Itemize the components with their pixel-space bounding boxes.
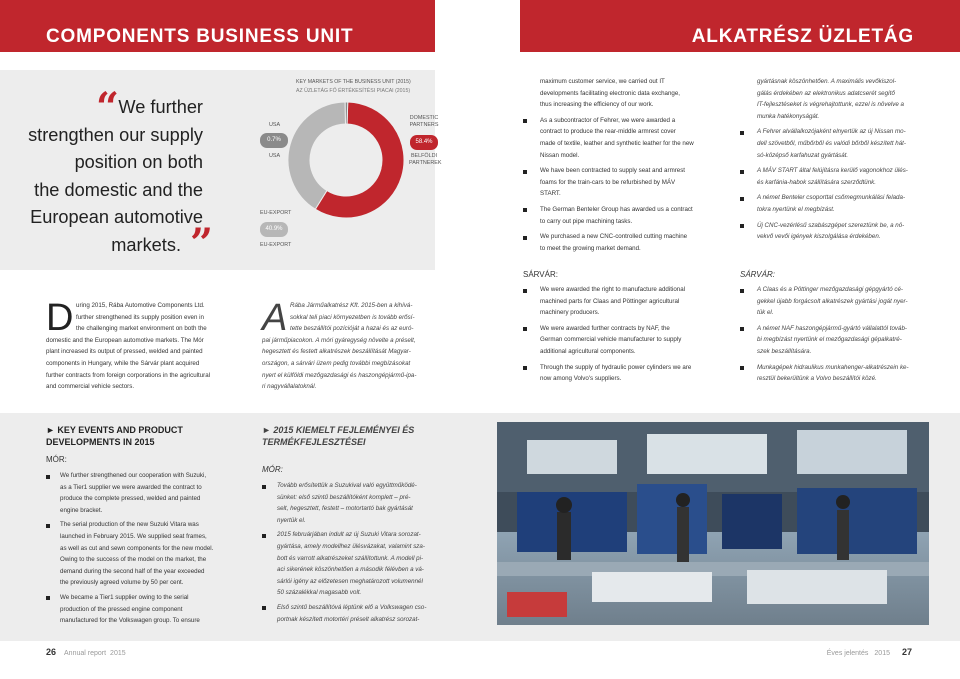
list-item	[262, 602, 442, 625]
intro-en-line: and commercial vehicle sectors.	[46, 383, 135, 391]
list-item	[46, 470, 221, 516]
list-item	[740, 165, 920, 188]
footer-right-text: Éves jelentés	[826, 650, 869, 657]
text-line: additional agricultural components.	[540, 347, 636, 355]
list-item	[46, 519, 221, 589]
text-line: és karfánia-habok szállítására szerződtünk.	[757, 178, 876, 186]
header-right-band	[520, 0, 960, 52]
mor-label-en: MÓR:	[46, 455, 67, 464]
text-line: nyertük el.	[277, 516, 306, 524]
text-line: START.	[540, 190, 561, 198]
intro-en-line: components in Hungary, while the Sárvár plant acquired	[46, 359, 200, 367]
text-line: Nissan model.	[540, 151, 580, 159]
text-line: Első szintű beszállítóvá léptünk elő a Volkswagen cso-	[277, 603, 427, 611]
text-line: as well as cut and sewn components for the new model.	[60, 544, 214, 552]
text-line: munka hatékonyságát.	[757, 112, 820, 120]
intro-hu-line: tette beszállítói pozícióját a hazai és az euró-	[290, 325, 414, 333]
label-domestic-hu: BELFÖLDI PARTNEREK	[409, 153, 442, 166]
intro-hu-line: pai járműpiacokon. A móri gyáregység növelte a préselt,	[262, 336, 416, 344]
text-line: tük el.	[757, 309, 774, 317]
text-line: We purchased a new CNC-controlled cutting machine	[540, 233, 688, 241]
text-line: We became a Tier1 supplier owing to the serial	[60, 593, 189, 601]
text-line: contract to produce the rear-middle armrest cover	[540, 128, 676, 136]
donut-slice-eu-export	[288, 102, 345, 209]
text-line: manufactured for the Volkswagen group. To ensure	[60, 617, 200, 625]
mid-hu-column	[740, 76, 920, 243]
footer-right	[827, 647, 912, 657]
intro-hu-line: sokkal teli piaci környezetben is tovább erősí-	[290, 313, 415, 321]
list-item	[740, 220, 920, 243]
text-line: produce the complete pressed, welded and painted	[60, 495, 201, 503]
pullquote-line: markets.	[111, 234, 181, 255]
list-item	[740, 323, 920, 358]
page-number-right: 27	[901, 647, 912, 657]
text-line: foams for the train-cars to be refurbished by MÁV	[540, 178, 676, 186]
text-line: thus increasing the efficiency of our work.	[540, 101, 654, 109]
intro-en	[46, 297, 218, 393]
text-line: szek beszállítására.	[757, 347, 812, 355]
text-line: 50 százalékkal magasabb volt.	[277, 589, 362, 597]
label-eu-pct: 40.9%	[260, 222, 288, 237]
donut-slice-usa	[345, 102, 348, 124]
list-item	[523, 115, 698, 161]
footer-left-year: 2015	[110, 650, 126, 657]
text-line: now among Volvo's suppliers.	[540, 375, 622, 383]
footer-left-text: Annual report	[64, 650, 107, 657]
text-line: as a Tier1 supplier we were awarded the contract to	[60, 483, 202, 491]
intro-en-line: further strengthened its supply position even in	[76, 313, 204, 321]
footer-right-year: 2015	[874, 650, 890, 657]
text-line: The German Benteler Group has awarded us a contract	[540, 205, 693, 213]
text-line: gyártása, amely modellhez ülésvázakat, valamint sza-	[277, 542, 425, 550]
pullquote-line: position on both	[74, 152, 203, 172]
intro-hu-line: országon, a sárvári üzem pedig további megbízásokat	[262, 359, 411, 367]
text-line: gekkel újabb forgácsolt alkatrészek gyártási jogát nyer-	[757, 297, 908, 305]
text-line: Új CNC-vezérlésű szabászgépet szereztünk be, a nö-	[757, 221, 905, 229]
text-line: vekvő vevői igények kiszolgálása érdekében.	[757, 233, 881, 241]
intro-en-line: further contracts from foreign corporations in the agricultural	[46, 371, 211, 379]
text-line: bott és varrott alkatrészeket szállítottunk. A modell pi-	[277, 554, 424, 562]
text-line: só-középső karfahuzat gyártását.	[757, 151, 849, 159]
text-line: machinery producers.	[540, 309, 600, 317]
label-domestic-pct: 58.4%	[410, 135, 438, 150]
factory-photo	[497, 422, 929, 625]
text-line: made of textile, leather and synthetic leather for the new	[540, 139, 694, 147]
events-heading-en: ► KEY EVENTS AND PRODUCT	[46, 425, 183, 435]
intro-hu-line: nyert el külföldi mezőgazdasági és haszongépjármű-ipa-	[262, 371, 417, 379]
list-item	[523, 284, 698, 319]
text-line: We were awarded further contracts by NAF, the	[540, 324, 670, 332]
intro-en-line: the challenging market environment on both the	[76, 325, 207, 333]
label-eu-en: EU-EXPORT	[260, 210, 292, 216]
list-item	[523, 362, 698, 385]
donut-chart	[286, 100, 406, 220]
text-line: We were awarded the right to manufacture additional	[540, 286, 686, 293]
text-line: dell szövetből, műbőrből és valódi bőrből készített hát-	[757, 139, 906, 147]
intro-hu-line: ri nagyvállalatoknál.	[262, 383, 317, 391]
text-line: We have been contracted to supply seat and armrest	[540, 167, 686, 175]
events-heading-hu: ► 2015 KIEMELT FEJLEMÉNYEI ÉS	[262, 425, 415, 435]
open-quote-icon: “	[96, 84, 120, 131]
pullquote-line: strengthen our supply	[28, 124, 203, 145]
pullquote-line: European automotive	[30, 207, 203, 227]
text-line: portnak készített motortéri préselt alkatrész sorozat-	[277, 615, 420, 623]
text-line: A Fehrer alvállalkozójaként elnyertük az új Nissan mo-	[757, 128, 906, 136]
list-item	[523, 231, 698, 254]
text-line: gyártásnak köszönhetően. A maximális vevőkiszol-	[757, 78, 897, 85]
text-line: launched in February 2015. We supplied seat frames,	[60, 532, 207, 540]
text-line: Tovább erősítettük a Suzukival való együttműködé-	[277, 482, 417, 489]
dropcap-en: D	[46, 297, 74, 339]
chart-title: KEY MARKETS OF THE BUSINESS UNIT (2015)	[296, 79, 411, 85]
intro-hu-line: Rába Járműalkatrész Kft. 2015-ben a kihívá-	[290, 302, 413, 309]
text-line: 2015 februárjában indult az új Suzuki Vitara sorozat-	[277, 531, 421, 539]
events-hu	[262, 425, 442, 625]
intro-en-line: domestic and the European automotive markets. The Mór	[46, 336, 204, 344]
chart-subtitle: AZ ÜZLETÁG FŐ ÉRTÉKESÍTÉSI PIACAI (2015)	[296, 88, 411, 94]
label-usa-en: USA	[269, 122, 281, 128]
pullquote-line: We further	[118, 97, 203, 117]
list-item	[262, 480, 442, 526]
text-line: A Claas és a Pöttinger mezőgazdasági gépgyártó cé-	[757, 286, 903, 293]
list-item	[740, 284, 920, 319]
text-line: the previously agreed volume by 50 per cent.	[60, 579, 184, 587]
intro-hu-line: hegesztett és festett alkatrészek beszállítását Magyar-	[262, 348, 411, 356]
text-line: sárlói igény az előzetesen meghatározott volumennél	[277, 577, 423, 585]
text-line: tokra nyertünk el megbízást.	[757, 205, 835, 213]
label-usa-pct: 0.7%	[260, 133, 288, 148]
text-line: demand during the second half of the year exceeded	[60, 567, 205, 575]
text-line: Through the supply of hydraulic power cylinders we are	[540, 363, 692, 371]
list-item	[523, 204, 698, 227]
page-title-left: COMPONENTS BUSINESS UNIT	[46, 26, 354, 47]
list-item	[740, 192, 920, 215]
text-line: resztül bekerültünk a Volvo beszállítói közé.	[757, 375, 877, 383]
list-item	[523, 165, 698, 200]
text-line: sünket: első szintű beszállítóként komplett – pré-	[277, 493, 411, 501]
mid-en-column	[523, 76, 698, 254]
text-line: The serial production of the new Suzuki Vitara was	[60, 521, 199, 529]
events-en	[46, 425, 221, 627]
pullquote	[8, 84, 203, 259]
list-item	[740, 362, 920, 385]
list-item	[523, 323, 698, 358]
sarvar-label-en: SÁRVÁR:	[523, 270, 558, 279]
sarvar-en-list	[523, 284, 698, 385]
text-line: to carry out pipe machining tasks.	[540, 217, 633, 225]
text-line: to meet the growing market demand.	[540, 244, 641, 252]
mor-label-hu: MÓR:	[262, 465, 283, 474]
dropcap-hu: A	[262, 297, 288, 339]
sarvar-label-hu: SÁRVÁR:	[740, 270, 775, 279]
text-line: Munkagépek hidraulikus munkahenger-alkatrészein ke-	[757, 363, 909, 371]
text-line: Owing to the success of the model on the market, the	[60, 556, 207, 564]
page-title-right: ALKATRÉSZ ÜZLETÁG	[691, 26, 914, 47]
label-domestic-en: DOMESTIC PARTNERS	[409, 115, 439, 128]
header-left-band	[0, 0, 435, 52]
list-item	[740, 126, 920, 161]
text-line: engine bracket.	[60, 506, 103, 514]
events-heading-hu: TERMÉKFEJLESZTÉSEI	[262, 436, 366, 447]
intro-en-line: uring 2015, Rába Automotive Components Ltd.	[76, 302, 205, 309]
text-line: gálás érdekében az elektronikus adatcserét segítő	[757, 89, 895, 97]
text-line: aci sikerének köszönhetően a második félévben a vá-	[277, 566, 424, 574]
events-heading-en: DEVELOPMENTS IN 2015	[46, 436, 155, 447]
text-line: selt, hegesztett, festett – motortartó bak gyártását	[277, 505, 413, 513]
text-line: production of the pressed engine component	[60, 605, 183, 613]
text-line: We further strengthened our cooperation with Suzuki,	[60, 472, 207, 479]
text-line: A MÁV START által felújításra kerülő vagonokhoz ülés-	[757, 167, 908, 175]
text-line: A német NAF haszongépjármű-gyártó vállalattól továb-	[757, 324, 907, 332]
text-line: IT-fejlesztéseket is végrehajtottunk, ezzel is növelve a	[757, 101, 904, 109]
intro-en-line: plant increased its output of pressed, welded and painted	[46, 348, 203, 356]
label-eu-hu: EU-EXPORT	[260, 242, 292, 248]
text-line: As a subcontractor of Fehrer, we were awarded a	[540, 116, 676, 124]
text-line: machined parts for Claas and Pöttinger agricultural	[540, 297, 680, 305]
sarvar-hu-list	[740, 284, 920, 385]
label-usa-hu: USA	[269, 153, 281, 159]
text-line: German commercial vehicle manufacturer to supply	[540, 336, 682, 344]
text-line: A német Benteler csoporttal csőmegmunkálási felada-	[757, 194, 906, 202]
list-item	[46, 592, 221, 627]
footer-left	[46, 647, 126, 657]
page-number-left: 26	[46, 647, 57, 657]
text-line: developments facilitating electronic data exchange,	[540, 89, 680, 97]
close-quote-icon: ”	[190, 220, 214, 267]
list-item	[262, 529, 442, 599]
text-line: maximum customer service, we carried out IT	[540, 78, 665, 85]
pullquote-line: the domestic and the	[34, 179, 203, 200]
text-line: bi megbízást nyertünk el mezőgazdasági gépalkatré-	[757, 336, 902, 344]
intro-hu	[262, 297, 437, 393]
